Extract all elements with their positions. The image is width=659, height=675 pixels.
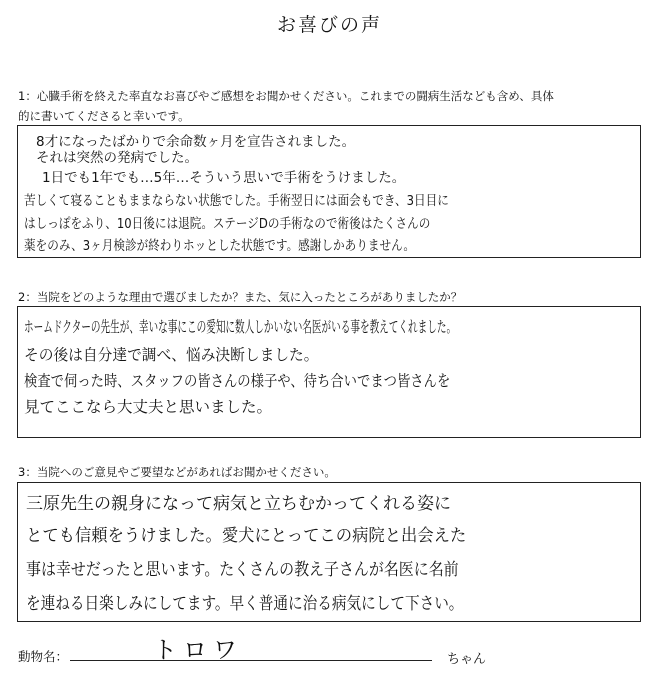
answer-1-line-6: 薬をのみ、3ヶ月検診が終わりホッとした状態です。感謝しかありません。 [24,238,415,254]
answer-2-line-3: 検査で伺った時、スタッフの皆さんの様子や、待ち合いでまつ皆さんを [24,372,451,390]
answer-1-line-2: それは突然の発病でした。 [36,150,198,166]
answer-3-line-2: とても信頼をうけました。愛犬にとってこの病院と出会えた [26,526,467,546]
question-1-line-2: 的に書いてくださると幸いです。 [18,109,190,123]
answer-3-line-3: 事は幸せだったと思います。たくさんの教え子さんが名医に名前 [26,560,459,580]
question-1 [18,86,648,126]
answer-3-line-4: を連ねる日楽しみにしてます。早く普通に治る病気にして下さい。 [26,594,464,614]
pet-name-suffix: ちゃん [447,652,487,667]
question-1-line-1: 1：心臓手術を終えた率直なお喜びやご感想をお聞かせください。これまでの闘病生活なども含め、具体 [18,89,554,103]
answer-1-line-3: 1日でも1年でも…5年…そういう思いで手術をうけました。 [42,170,406,186]
answer-2-line-4: 見てここなら大丈夫と思いました。 [24,398,273,416]
pet-name-label: 動物名： [18,649,69,664]
question-2 [18,287,648,307]
pet-name-value: トロワ [153,636,243,664]
question-3-line-1: 3：当院へのご意見やご要望などがあればお聞かせください。 [18,465,336,479]
answer-box-2 [17,306,641,438]
answer-1-line-1: 8才になったばかりで余命数ヶ月を宣告されました。 [36,134,356,150]
answer-2-line-1: ホームドクターの先生が、幸いな事にこの愛知に数人しかいない名医がいる事を教えてくれました。 [24,318,457,336]
question-2-line-1: 2：当院をどのような理由で選びましたか？また、気に入ったところがありましたか？ [18,290,463,304]
answer-1-line-5: はしっぽをふり、10日後には退院。ステージDの手術なので術後はたくさんの [24,216,431,232]
answer-box-3 [17,482,641,622]
answer-1-line-4: 苦しくて寝ることもままならない状態でした。手術翌日には面会もでき、3日目に [24,193,449,209]
answer-3-line-1: 三原先生の親身になって病気と立ちむかってくれる姿に [26,494,451,514]
page-title: お喜びの声 [276,14,382,36]
pet-name-underline [70,660,432,661]
answer-2-line-2: その後は自分達で調べ、悩み決断しました。 [24,346,319,364]
question-3 [18,462,648,482]
answer-box-1 [17,125,641,258]
